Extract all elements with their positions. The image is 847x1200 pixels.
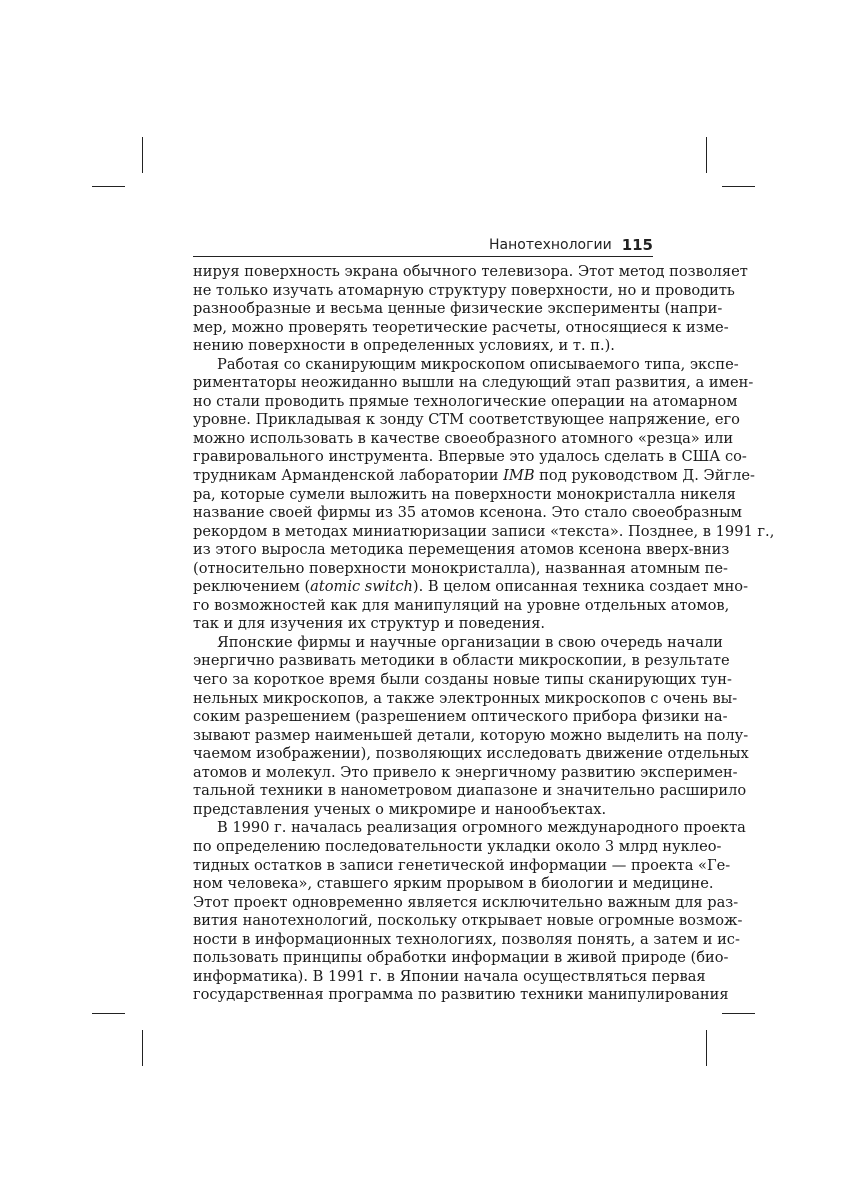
crop-mark-top-left-horizontal bbox=[92, 186, 125, 187]
text-line: энергично развивать методики в области микроскопии, в результате bbox=[193, 652, 730, 670]
text-line: гравировального инструмента. Впервые это удалось сделать в США со- bbox=[193, 448, 747, 466]
running-header bbox=[193, 234, 653, 257]
text-line: чего за короткое время были созданы новые типы сканирующих тун- bbox=[193, 671, 732, 689]
paragraph bbox=[193, 355, 775, 634]
text-line: нельных микроскопов, а также электронных микроскопов с очень вы- bbox=[193, 689, 738, 707]
text-line: зывают размер наименьшей детали, которую можно выделить на полу- bbox=[193, 726, 749, 744]
paragraph bbox=[193, 633, 749, 819]
crop-mark-bottom-left-vertical bbox=[142, 1030, 143, 1066]
text-line: трудникам Арманденской лаборатории IMB под руководством Д. Эйгле- bbox=[193, 467, 755, 485]
text-line: чаемом изображении), позволяющих исследовать движение отдельных bbox=[193, 745, 749, 763]
text-line: мер, можно проверять теоретические расчеты, относящиеся к изме- bbox=[193, 318, 729, 336]
text-line: ности в информационных технологиях, позволяя понять, а затем и ис- bbox=[193, 930, 740, 948]
text-line: но стали проводить прямые технологические операции на атомарном bbox=[193, 392, 738, 410]
text-line: (относительно поверхности монокристалла), названная атомным пе- bbox=[193, 559, 728, 577]
crop-mark-bottom-right-horizontal bbox=[722, 1013, 755, 1014]
text-line: нению поверхности в определенных условиях, и т. п.). bbox=[193, 337, 615, 355]
text-line: ном человека», ставшего ярким прорывом в биологии и медицине. bbox=[193, 875, 714, 893]
page-number: 115 bbox=[621, 236, 653, 254]
text-line: пользовать принципы обработки информации в живой природе (био- bbox=[193, 949, 729, 967]
text-line: уровне. Прикладывая к зонду СТМ соответствующее напряжение, его bbox=[193, 411, 740, 429]
text-line: В 1990 г. началась реализация огромного международного проекта bbox=[217, 819, 746, 837]
text-line: государственная программа по развитию техники манипулирования bbox=[193, 986, 729, 1004]
text-line: риментаторы неожиданно вышли на следующий этап развития, а имен- bbox=[193, 374, 754, 392]
paragraph bbox=[193, 263, 748, 356]
text-line: вития нанотехнологий, поскольку открывает новые огромные возмож- bbox=[193, 912, 743, 930]
text-line: можно использовать в качестве своеобразного атомного «резца» или bbox=[193, 429, 734, 447]
crop-mark-top-right-vertical bbox=[706, 137, 707, 173]
text-line: го возможностей как для манипуляций на уровне отдельных атомов, bbox=[193, 596, 730, 614]
text-line: рекордом в методах миниатюризации записи «текста». Позднее, в 1991 г., bbox=[193, 522, 775, 540]
text-line: не только изучать атомарную структуру поверхности, но и проводить bbox=[193, 281, 735, 299]
text-line: тидных остатков в записи генетической информации — проекта «Ге- bbox=[193, 856, 731, 874]
crop-mark-bottom-left-horizontal bbox=[92, 1013, 125, 1014]
text-line: представления ученых о микромире и нанообъектах. bbox=[193, 800, 607, 818]
text-line: по определению последовательности укладки около 3 млрд нуклео- bbox=[193, 837, 722, 855]
text-line: название своей фирмы из 35 атомов ксенона. Это стало своеобразным bbox=[193, 504, 742, 522]
text-line: информатика). В 1991 г. в Японии начала осуществляться первая bbox=[193, 967, 706, 985]
text-line: из этого выросла методика перемещения атомов ксенона вверх-вниз bbox=[193, 541, 730, 559]
text-line: так и для изучения их структур и поведения. bbox=[193, 615, 546, 633]
running-title: Нанотехнологии bbox=[489, 237, 612, 253]
text-line: тальной техники в нанометровом диапазоне и значительно расширило bbox=[193, 782, 747, 800]
text-line: реключением (atomic switch). В целом описанная техника создает мно- bbox=[193, 578, 749, 596]
crop-mark-bottom-right-vertical bbox=[706, 1030, 707, 1066]
body-text bbox=[193, 263, 775, 1005]
text-line: нируя поверхность экрана обычного телевизора. Этот метод позволяет bbox=[193, 263, 748, 280]
crop-mark-top-right-horizontal bbox=[722, 186, 755, 187]
text-line: Этот проект одновременно является исключительно важным для раз- bbox=[193, 893, 739, 911]
text-line: ра, которые сумели выложить на поверхности монокристалла никеля bbox=[193, 485, 736, 503]
paragraph bbox=[193, 819, 746, 1004]
text-line: атомов и молекул. Это привело к энергичному развитию эксперимен- bbox=[193, 763, 738, 781]
text-line: Японские фирмы и научные организации в свою очередь начали bbox=[217, 633, 723, 651]
text-line: Работая со сканирующим микроскопом описываемого типа, экспе- bbox=[217, 355, 739, 373]
text-line: соким разрешением (разрешением оптического прибора физики на- bbox=[193, 708, 728, 726]
text-line: разнообразные и весьма ценные физические эксперименты (напри- bbox=[193, 300, 723, 318]
crop-mark-top-left-vertical bbox=[142, 137, 143, 173]
